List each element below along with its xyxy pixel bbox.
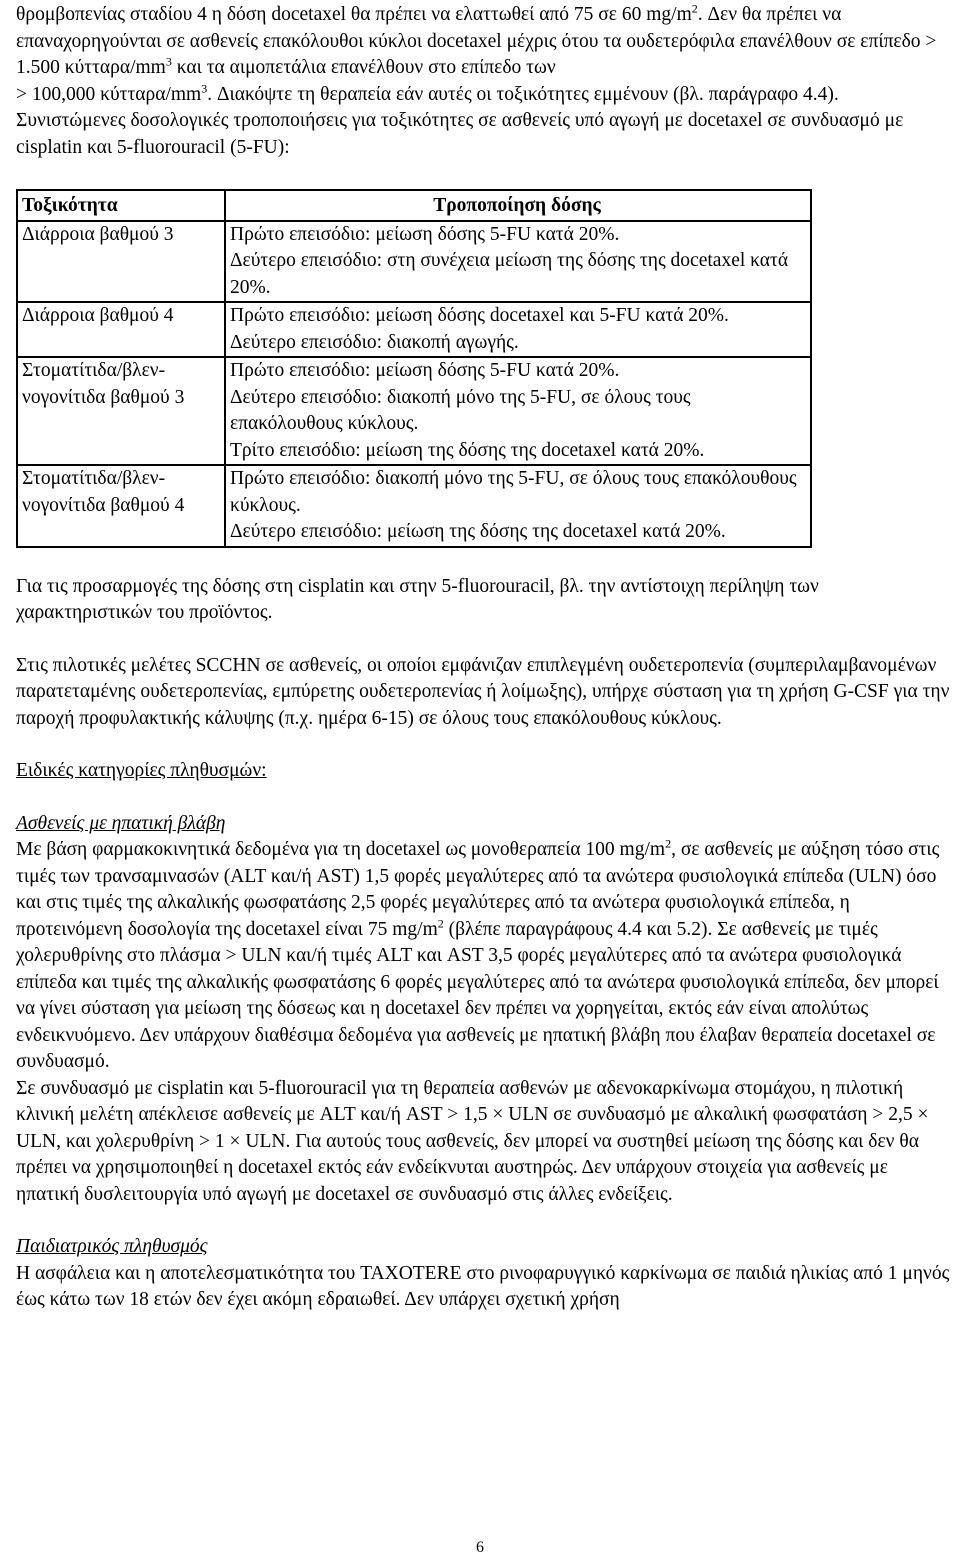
intro-text: > 100,000 κύτταρα/mm xyxy=(16,83,202,105)
modification-cell xyxy=(225,465,811,547)
scchn-paragraph: Στις πιλοτικές μελέτες SCCHN σε ασθενείς, οι οποίοι εμφάνιζαν επιπλεγμένη ουδετεροπενία (συμπεριλαμβανομένων παρατεταμένης ουδετεροπενίας, εμπύρετης ουδετεροπενίας ή λοίμωξης), υπήρχε σύσταση για τη χρήση G-CSF για την παροχή προφυλακτικής κάλυψης (π.χ. ημέρα 6-15) σε όλους τους επακόλουθους κύκλους. xyxy=(16,654,950,729)
document-page xyxy=(16,0,952,1314)
hepatic-impairment-heading: Ασθενείς με ηπατική βλάβη xyxy=(16,812,226,834)
toxicity-cell: Διάρροια βαθμού 3 xyxy=(17,221,225,303)
superscript: 3 xyxy=(201,81,208,95)
modification-line: Δεύτερο επεισόδιο: μείωση της δόσης της docetaxel κατά 20%. xyxy=(230,521,726,542)
intro-text: 4.4). xyxy=(803,83,839,105)
superscript: 2 xyxy=(665,836,672,851)
modification-line: Πρώτο επεισόδιο: μείωση δόσης 5-FU κατά 20%. xyxy=(230,360,620,381)
hepatic-paragraph-2: Σε συνδυασμό με cisplatin και 5-fluorouracil για τη θεραπεία ασθενών με αδενοκαρκίνωμα στομάχου, η πιλοτική κλινική μελέτη απέκλεισε ασθενείς με ALT και/ή AST > 1,5 × ULN σε συνδυασμό με αλκαλική φωσφατάση > 2,5 × ULN, και χολερυθρίνη > 1 × ULN. Για αυτούς τους ασθενείς, δεν μπορεί να συστηθεί μείωση της δόσης και δεν θα πρέπει να χρησιμοποιηθεί η docetaxel εκτός εάν ενδείκνυται αυστηρώς. Δεν υπάρχουν στοιχεία για ασθενείς με ηπατική δυσλειτουργία υπό αγωγή με docetaxel σε συνδυασμό στις άλλες ενδείξεις. xyxy=(16,1077,929,1205)
modification-line: Δεύτερο επεισόδιο: στη συνέχεια μείωση της δόσης της docetaxel κατά 20%. xyxy=(230,250,789,298)
spacer xyxy=(16,627,952,653)
modification-line: Δεύτερο επεισόδιο: διακοπή αγωγής. xyxy=(230,331,519,353)
hepatic-paragraph-1 xyxy=(16,837,952,1076)
intro-text: και τα αιμοπετάλια επανέλθουν στο επίπεδο των xyxy=(171,57,556,78)
hepatic-text: (βλέπε παραγράφους 4.4 και 5.2). Σε ασθενείς με τιμές χολερυθρίνης στο πλάσμα > ULN και/ή τιμές ALT και AST 3,5 φορές μεγαλύτερες από τα ανώτερα φυσιολογικά επίπεδα και τιμές της αλκαλικής φωσφατάσης 6 φορές μεγαλύτερες από τα ανώτερα φυσιολογικά επίπεδα, δεν μπορεί να γίνει σύσταση για μείωση της δόσεως και η docetaxel δεν πρέπει να χορηγείται, εκτός εάν είναι απολύτως ενδεικνυόμενο. Δεν υπάρχουν διαθέσιμα δεδομένα για ασθενείς με ηπατική βλάβη που έλαβαν θεραπεία docetaxel σε συνδυασμό. xyxy=(16,918,939,1072)
modification-cell xyxy=(225,302,811,357)
modification-line: Πρώτο επεισόδιο: μείωση δόσης 5-FU κατά 20%. xyxy=(230,223,620,245)
superscript: 3 xyxy=(165,54,172,69)
table-header-row xyxy=(17,190,811,221)
modification-line: Πρώτο επεισόδιο: διακοπή μόνο της 5-FU, σε όλους τους επακόλουθους κύκλους. xyxy=(230,468,797,516)
intro-text: . Διακόψτε τη θεραπεία εάν αυτές οι τοξικότητες εμμένουν (βλ. παράγραφο xyxy=(207,83,799,105)
spacer xyxy=(16,785,952,811)
superscript: 2 xyxy=(437,916,444,930)
toxicity-table xyxy=(16,189,812,548)
intro-text: . Δεν θα xyxy=(697,4,762,25)
toxicity-cell: Διάρροια βαθμού 4 xyxy=(17,302,225,357)
toxicity-cell: Στοματίτιδα/βλεν-νογονίτιδα βαθμού 3 xyxy=(17,357,225,465)
hepatic-text: Με βάση φαρμακοκινητικά δεδομένα για τη docetaxel ως μονοθεραπεία 100 mg/m xyxy=(16,839,666,860)
spacer xyxy=(16,732,952,758)
table-row xyxy=(17,302,811,357)
modification-line: Τρίτο επεισόδιο: μείωση της δόσης της docetaxel κατά 20%. xyxy=(230,439,705,461)
table-row xyxy=(17,221,811,303)
modification-cell xyxy=(225,357,811,465)
modification-line: Πρώτο επεισόδιο: μείωση δόσης docetaxel και 5-FU κατά 20%. xyxy=(230,305,729,326)
intro-paragraph xyxy=(16,2,952,108)
modification-line: Δεύτερο επεισόδιο: διακοπή μόνο της 5-FU, σε όλους τους επακόλουθους κύκλους. xyxy=(230,386,691,434)
pediatric-heading: Παιδιατρικός πληθυσμός xyxy=(16,1236,208,1257)
intro-text: πρέπει να επαναχορηγούνται σε ασθενείς επακόλουθοι κύκλοι docetaxel μέχρις ότου τα ουδετερόφιλα xyxy=(16,4,842,52)
pediatric-paragraph: Η ασφάλεια και η αποτελεσματικότητα του TAXOTERE στο ρινοφαρυγγικό καρκίνωμα σε παιδιά ηλικίας από 1 μηνός έως κάτω των 18 ετών δεν έχει ακόμη εδραιωθεί. Δεν υπάρχει σχετική χρήση xyxy=(16,1262,950,1310)
table-intro: Συνιστώμενες δοσολογικές τροποποιήσεις για τοξικότητες σε ασθενείς υπό αγωγή με docetaxel σε συνδυασμό με cisplatin και 5-fluorouracil (5-FU): xyxy=(16,110,904,158)
intro-text: επανέλθουν σε επίπεδο > 1.500 κύτταρα/mm xyxy=(16,30,937,78)
special-populations-heading: Ειδικές κατηγορίες πληθυσμών: xyxy=(16,760,267,781)
cisplatin-paragraph: Για τις προσαρμογές της δόσης στη cisplatin και στην 5-fluorouracil, βλ. την αντίστοιχη περίληψη των χαρακτηριστικών του προϊόντος. xyxy=(16,575,819,623)
intro-text: θρομβοπενίας σταδίου 4 η δόση docetaxel θα πρέπει να ελαττωθεί από 75 σε 60 mg/m xyxy=(16,4,692,25)
header-toxicity: Τοξικότητα xyxy=(17,190,225,221)
spacer xyxy=(16,1208,952,1234)
page-number: 6 xyxy=(476,1539,484,1556)
table-row xyxy=(17,357,811,465)
table-row xyxy=(17,465,811,547)
modification-cell xyxy=(225,221,811,303)
hepatic-text: , σε ασθενείς με αύξηση τόσο στις τιμές των τρανσαμινασών (ALT και/ή AST) 1,5 φορές μεγαλύτερες από τα ανώτερα φυσιολογικά επίπεδα (ULN) όσο και στις τιμές της αλκαλικής φωσφατάσης 2,5 φορές μεγαλύτερες από τα ανώτερα φυσιολογικά επίπεδα, η προτεινόμενη δοσολογία της docetaxel είναι 75 mg/m xyxy=(16,839,940,940)
toxicity-cell: Στοματίτιδα/βλεν-νογονίτιδα βαθμού 4 xyxy=(17,465,225,547)
spacer xyxy=(16,548,952,574)
header-dose-modification: Τροποποίηση δόσης xyxy=(225,190,811,221)
superscript: 2 xyxy=(691,1,698,16)
